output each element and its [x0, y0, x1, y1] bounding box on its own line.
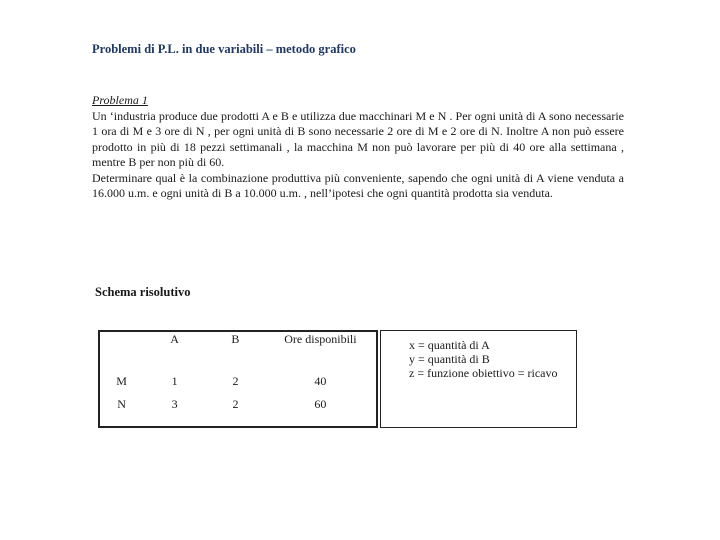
- table-cell: 40: [314, 374, 327, 388]
- table-header-cell: B: [231, 332, 240, 346]
- table-header-cell: Ore disponibili: [284, 332, 357, 346]
- problem-section: [92, 93, 624, 202]
- schema-title: Schema risolutivo: [95, 285, 191, 299]
- table-cell: N: [117, 397, 126, 411]
- table-row: [100, 393, 376, 416]
- table-header-cell: [100, 332, 143, 370]
- problem-text: Un ‘industria produce due prodotti A e B e utilizza due macchinari M e N . Per ogni unità di A sono necessarie 1 ora di M e 3 ore di N , per ogni unità di B sono necessarie 2 ore di M e 2 ore di N. Inoltre A non può essere prodotto in più di 18 pezzi settimanali , la macchina M non può lavorare per più di 40 ore alla settimana , mentre B per non più di 60.: [92, 108, 624, 169]
- table-cell: 2: [232, 397, 239, 411]
- legend-y: y = quantità di B: [409, 352, 490, 366]
- legend-z: z = funzione obiettivo = ricavo: [409, 366, 558, 380]
- problem-question: Determinare qual è la combinazione produttiva più conveniente, sapendo che ogni unità di A viene venduta a 16.000 u.m. e ogni unità di B a 10.000 u.m. , nell’ipotesi che ogni quantità prodotta sia venduta.: [92, 170, 624, 200]
- problem-heading: Problema 1: [92, 93, 148, 107]
- variables-legend: [380, 330, 577, 428]
- table-header-row: [100, 332, 376, 370]
- table-header-cell: A: [170, 332, 179, 346]
- schema-table-frame: [98, 330, 378, 428]
- table-cell: M: [116, 374, 127, 388]
- table-row: [100, 370, 376, 393]
- legend-x: x = quantità di A: [409, 338, 490, 352]
- table-cell: 60: [314, 397, 327, 411]
- table-cell: 3: [171, 397, 178, 411]
- table-cell: 2: [232, 374, 239, 388]
- document-title: Problemi di P.L. in due variabili – metodo grafico: [92, 42, 356, 56]
- table-cell: 1: [171, 374, 178, 388]
- schema-table: [100, 332, 376, 416]
